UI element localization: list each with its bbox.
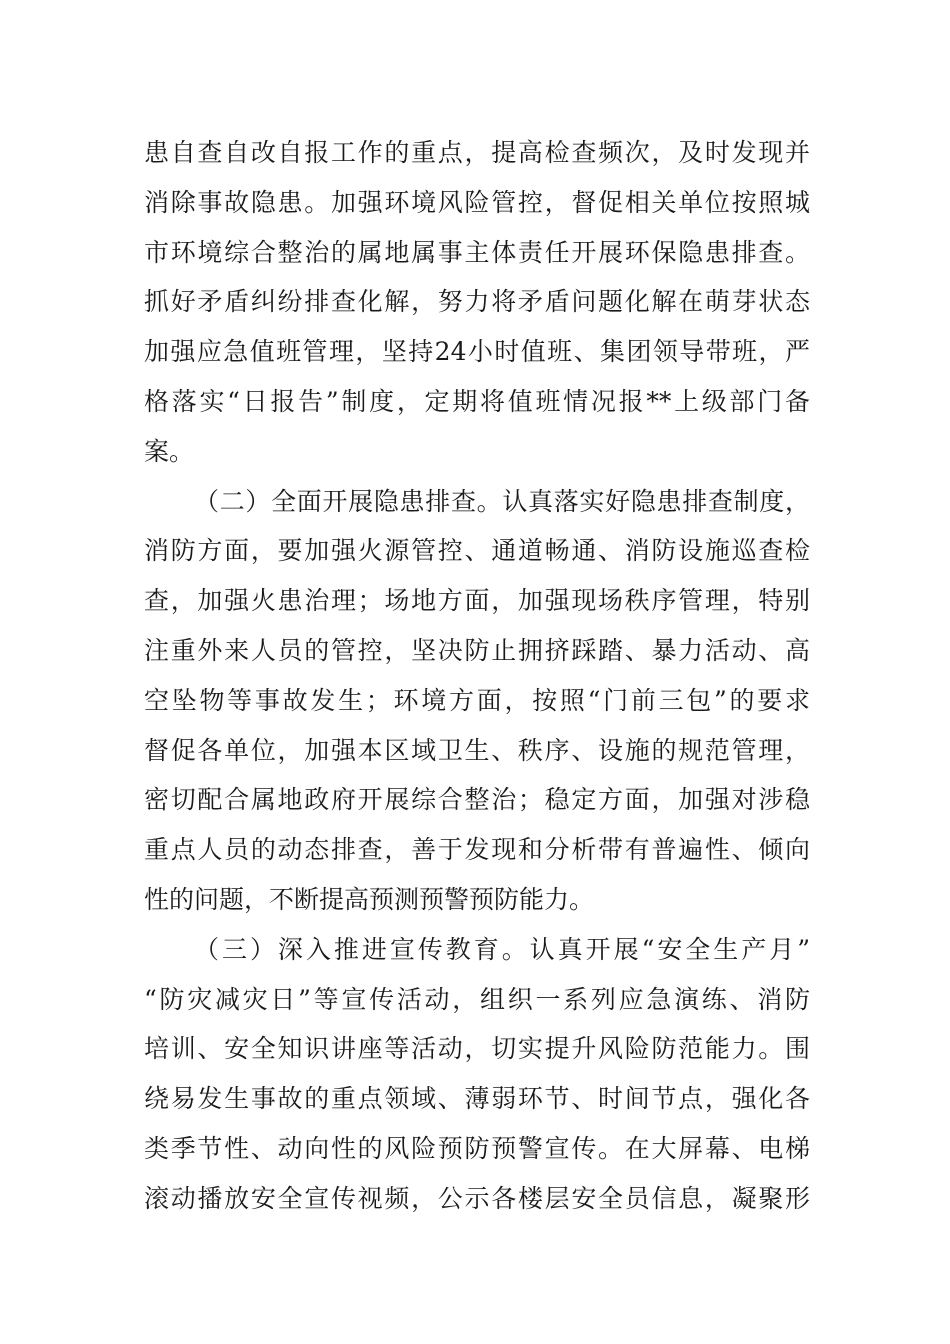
paragraph-hazard-inspection (144, 477, 810, 925)
document-body (144, 128, 810, 1224)
text-line: 查，加强火患治理；场地方面，加强现场秩序管理，特别 (144, 586, 810, 616)
text-line: “防灾减灾日”等宣传活动，组织一系列应急演练、消防 (144, 984, 810, 1014)
paragraph-publicity-education (144, 925, 810, 1224)
text-line: 培训、安全知识讲座等活动，切实提升风险防范能力。围 (144, 1034, 810, 1064)
text-line: 加强应急值班管理，坚持24小时值班、集团领导带班，严 (144, 337, 810, 367)
section-heading-line: （三）深入推进宣传教育。认真开展“安全生产月” (194, 934, 810, 964)
text-line: 消防方面，要加强火源管控、通道畅通、消防设施巡查检 (144, 536, 810, 566)
text-line: 性的问题，不断提高预测预警预防能力。 (144, 884, 595, 914)
text-line: 注重外来人员的管控，坚决防止拥挤踩踏、暴力活动、高 (144, 635, 810, 665)
text-line: 重点人员的动态排查，善于发现和分析带有普遍性、倾向 (144, 835, 810, 865)
text-line: 案。 (144, 436, 195, 466)
text-line: 消除事故隐患。加强环境风险管控，督促相关单位按照城 (144, 187, 810, 217)
section-heading-line: （二）全面开展隐患排查。认真落实好隐患排查制度， (194, 486, 810, 516)
text-line: 抓好矛盾纠纷排查化解，努力将矛盾问题化解在萌芽状态 (144, 287, 810, 317)
text-line: 患自查自改自报工作的重点，提高检查频次，及时发现并 (144, 138, 810, 167)
text-line: 市环境综合整治的属地属事主体责任开展环保隐患排查。 (144, 237, 810, 267)
text-line: 类季节性、动向性的风险预防预警宣传。在大屏幕、电梯 (144, 1133, 810, 1163)
text-line: 空坠物等事故发生；环境方面，按照“门前三包”的要求 (144, 685, 810, 715)
paragraph-continuation (144, 128, 810, 477)
text-line: 格落实“日报告”制度，定期将值班情况报**上级部门备 (144, 386, 810, 416)
text-line: 绕易发生事故的重点领域、薄弱环节、时间节点，强化各 (144, 1084, 810, 1114)
text-line: 督促各单位，加强本区域卫生、秩序、设施的规范管理， (144, 735, 810, 765)
text-line: 密切配合属地政府开展综合整治；稳定方面，加强对涉稳 (144, 785, 810, 815)
text-line: 滚动播放安全宣传视频，公示各楼层安全员信息，凝聚形 (144, 1183, 810, 1213)
